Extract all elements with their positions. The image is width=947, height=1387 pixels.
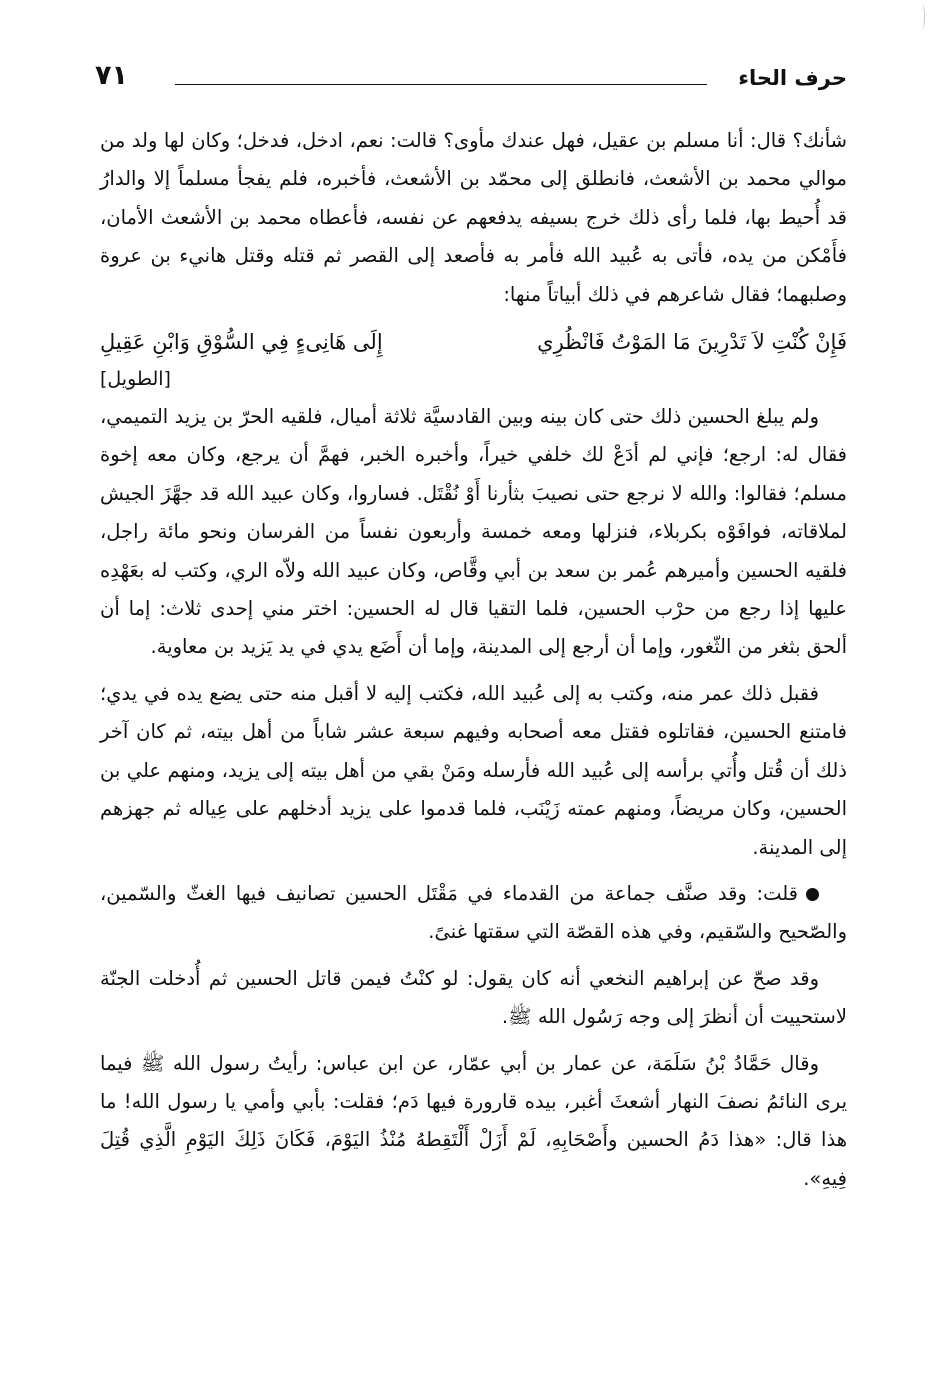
paragraph-3: فقبل ذلك عمر منه، وكتب به إلى عُبيد الله، فكتب إليه لا أقبل منه حتى يضع يده في يدي؛ فامتنع الحسين، فقاتلوه فقتل معه أصحابه وفيهم سبعة عشر شاباً من أهل بيته، ثم كان آخر ذلك أن قُتل وأُتي برأسه إلى عُبيد الله فأرسله ومَنْ بقي من أهل بيته إلى يزيد، ومنهم علي بن الحسين، وكان مريضاً، ومنهم عمته زَيْنَب، فلما قدموا على يزيد أدخلهم على عِياله ثم جهزهم إلى المدينة.	[100, 681, 847, 859]
paragraph-4	[100, 875, 847, 952]
paragraph-6: وقال حَمَّادُ بْنُ سَلَمَة، عن عمار بن أبي عمّار، عن ابن عباس: رأيتُ رسول الله ﷺ فيما يرى النائمُ نصفَ النهار أشعثَ أغبر، بيده قارورة فيها دَم؛ فقلت: بأبي وأمي يا رسول الله! ما هذا قال: «هذا دَمُ الحسين وأَصْحَابِهِ، لَمْ أَزَلْ أَلْتَقِطهُ مُنْذُ اليَوْمَ، فَكَانَ ذَلِكَ اليَوْمِ الَّذِي قُتِلَ فِيهِ».	[100, 1051, 847, 1190]
header-rule	[175, 84, 707, 85]
chapter-title: حرف الحاء	[738, 66, 847, 90]
verse-first-hemistich: فَإِنْ كُنْتِ لاَ تَدْرِينَ مَا المَوْتُ فَانْظُرِي	[537, 330, 847, 355]
paragraph-4-text: قلت: وقد صنَّف جماعة من القدماء في مَقْتَل الحسين تصانيف فيها الغثّ والسّمين، والصّحيح والسّقيم، وفي هذه القصّة التي سقتها غنىً.	[100, 881, 847, 944]
poetry-meter: [الطويل]	[100, 368, 171, 391]
page-header	[95, 60, 847, 100]
paragraph-2: ولم يبلغ الحسين ذلك حتى كان بينه وبين القادسيَّة ثلاثة أميال، فلقيه الحرّ بن يزيد التميمي، فقال له: ارجع؛ فإني لم أدَعْ لك خلفي خيراً، وأخبره الخبر، فهمَّ أن يرجع، وكان معه إخوة مسلم؛ فقالوا: والله لا نرجع حتى نصيبَ بثأرنا أَوْ نُقْتَل. فساروا، وكان عبيد الله قد جهَّزَ الجيش لملاقاته، فوافَوْه بكربلاء، فنزلها ومعه خمسة وأربعون نفساً من الفرسان ونحو مائة راجل، فلقيه الحسين وأميرهم عُمر بن سعد بن أبي وقَّاص، وكان عبيد الله ولاّه الري، وكتب له بعَهْدِه عليها إذا رجع من حرْب الحسين، فلما التقيا قال له الحسين: اختر مني إحدى ثلاث: إما أن ألحق بثغر من الثّغور، وإما أن أرجع إلى المدينة، وإما أن أَضَع يدي في يد يَزيد بن معاوية.	[100, 405, 847, 659]
scan-corner-mark	[919, 4, 925, 30]
body-text	[100, 122, 847, 1198]
verse-second-hemistich: إِلَى هَانِىءٍ فِي السُّوْقِ وَابْنِ عَقِيلِ	[100, 330, 383, 355]
paragraph-5: وقد صحّ عن إبراهيم النخعي أنه كان يقول: لو كنْتُ فيمن قاتل الحسين ثم أُدخلت الجنّة لاستحييت أن أنظرَ إلى وجه رَسُول الله ﷺ.	[100, 966, 847, 1029]
paragraph-1: شأنك؟ قال: أنا مسلم بن عقيل، فهل عندك مأوى؟ قالت: نعم، ادخل، فدخل؛ وكان لها ولد من موالي محمد بن الأشعث، فانطلق إلى محمّد بن الأشعث، فأخبره، فلم يفجأ مسلماً إلا والدارُ قد أُحيط بها، فلما رأى ذلك خرج بسيفه يدفعهم عن نفسه، فأعطاه محمد بن الأشعث الأمان، فأَمْكن من يده، فأتى به عُبيد الله فأمر به فأصعد إلى القصر ثم قتله وقتل هانيء بن عروة وصلبهما؛ فقال شاعرهم في ذلك أبياتاً منها:	[100, 129, 847, 306]
bullet-dot-icon	[806, 888, 819, 901]
poetry-verse	[100, 320, 847, 364]
page-number: ٧١	[95, 60, 128, 91]
